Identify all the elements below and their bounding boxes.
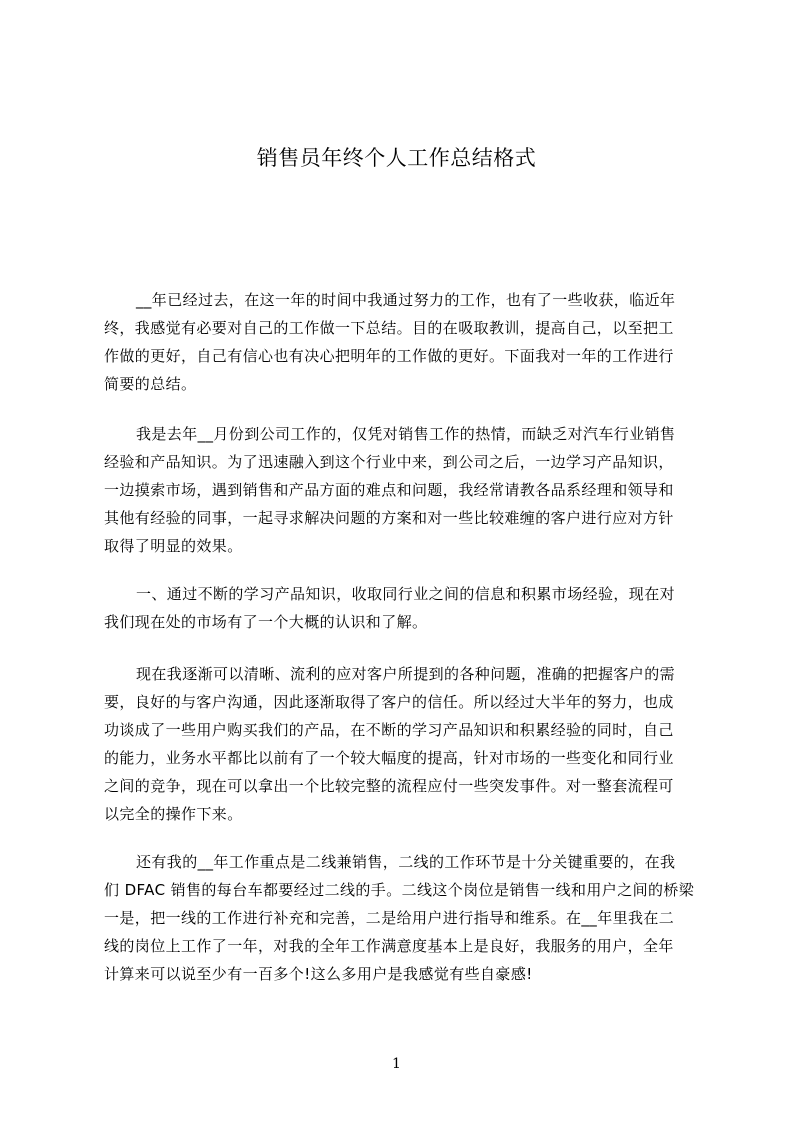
paragraph-1: [104, 286, 700, 398]
paragraph-line: 之间的竞争，现在可以拿出一个比较完整的流程应付一些突发事件。对一整套流程可: [104, 777, 674, 795]
paragraph-line: __年已经过去，在这一年的时间中我通过努力的工作，也有了一些收获，临近年: [136, 291, 676, 309]
paragraph-3: [104, 580, 700, 636]
paragraph-line: 其他有经验的同事，一起寻求解决问题的方案和对一些比较难缠的客户进行应对方针: [104, 509, 674, 527]
paragraph-line: 们 DFAC 销售的每台车都要经过二线的手。二线这个岗位是销售一线和用户之间的桥梁: [104, 881, 695, 899]
paragraph-line: 取得了明显的效果。: [104, 537, 243, 555]
paragraph-line: 要，良好的与客户沟通，因此逐渐取得了客户的信任。所以经过大半年的努力，也成: [104, 693, 674, 711]
paragraph-line: 我是去年__月份到公司工作的，仅凭对销售工作的热情，而缺乏对汽车行业销售: [136, 425, 676, 443]
paragraph-line: 现在我逐渐可以清晰、流利的应对客户所提到的各种问题，准确的把握客户的需: [136, 665, 676, 683]
paragraph-line: 一是，把一线的工作进行补充和完善，二是给用户进行指导和维系。在__年里我在二: [104, 909, 675, 927]
paragraph-line: 功谈成了一些用户购买我们的产品，在不断的学习产品知识和积累经验的同时，自己: [104, 721, 674, 739]
document-title: 销售员年终个人工作总结格式: [256, 146, 537, 170]
paragraph-line: 还有我的__年工作重点是二线兼销售，二线的工作环节是十分关键重要的，在我: [136, 853, 676, 871]
paragraph-line: 的能力，业务水平都比以前有了一个较大幅度的提高，针对市场的一些变化和同行业: [104, 749, 674, 767]
paragraph-line: 简要的总结。: [104, 375, 197, 393]
paragraph-line: 作做的更好，自己有信心也有决心把明年的工作做的更好。下面我对一年的工作进行: [104, 347, 674, 365]
paragraph-line: 一、通过不断的学习产品知识，收取同行业之间的信息和积累市场经验，现在对: [136, 585, 676, 603]
paragraph-line: 以完全的操作下来。: [104, 805, 243, 823]
page-number: 1: [392, 1056, 401, 1072]
paragraph-line: 线的岗位上工作了一年，对我的全年工作满意度基本上是良好，我服务的用户，全年: [104, 937, 674, 955]
paragraph-line: 我们现在处的市场有了一个大概的认识和了解。: [104, 613, 428, 631]
paragraph-line: 计算来可以说至少有一百多个!这么多用户是我感觉有些自豪感!: [104, 965, 533, 983]
paragraph-5: [104, 848, 700, 988]
paragraph-line: 一边摸索市场，遇到销售和产品方面的难点和问题，我经常请教各品系经理和领导和: [104, 481, 674, 499]
paragraph-4: [104, 660, 700, 828]
paragraph-2: [104, 420, 700, 560]
paragraph-line: 经验和产品知识。为了迅速融入到这个行业中来，到公司之后，一边学习产品知识，: [104, 453, 674, 471]
paragraph-line: 终，我感觉有必要对自己的工作做一下总结。目的在吸取教训，提高自己，以至把工: [104, 319, 674, 337]
